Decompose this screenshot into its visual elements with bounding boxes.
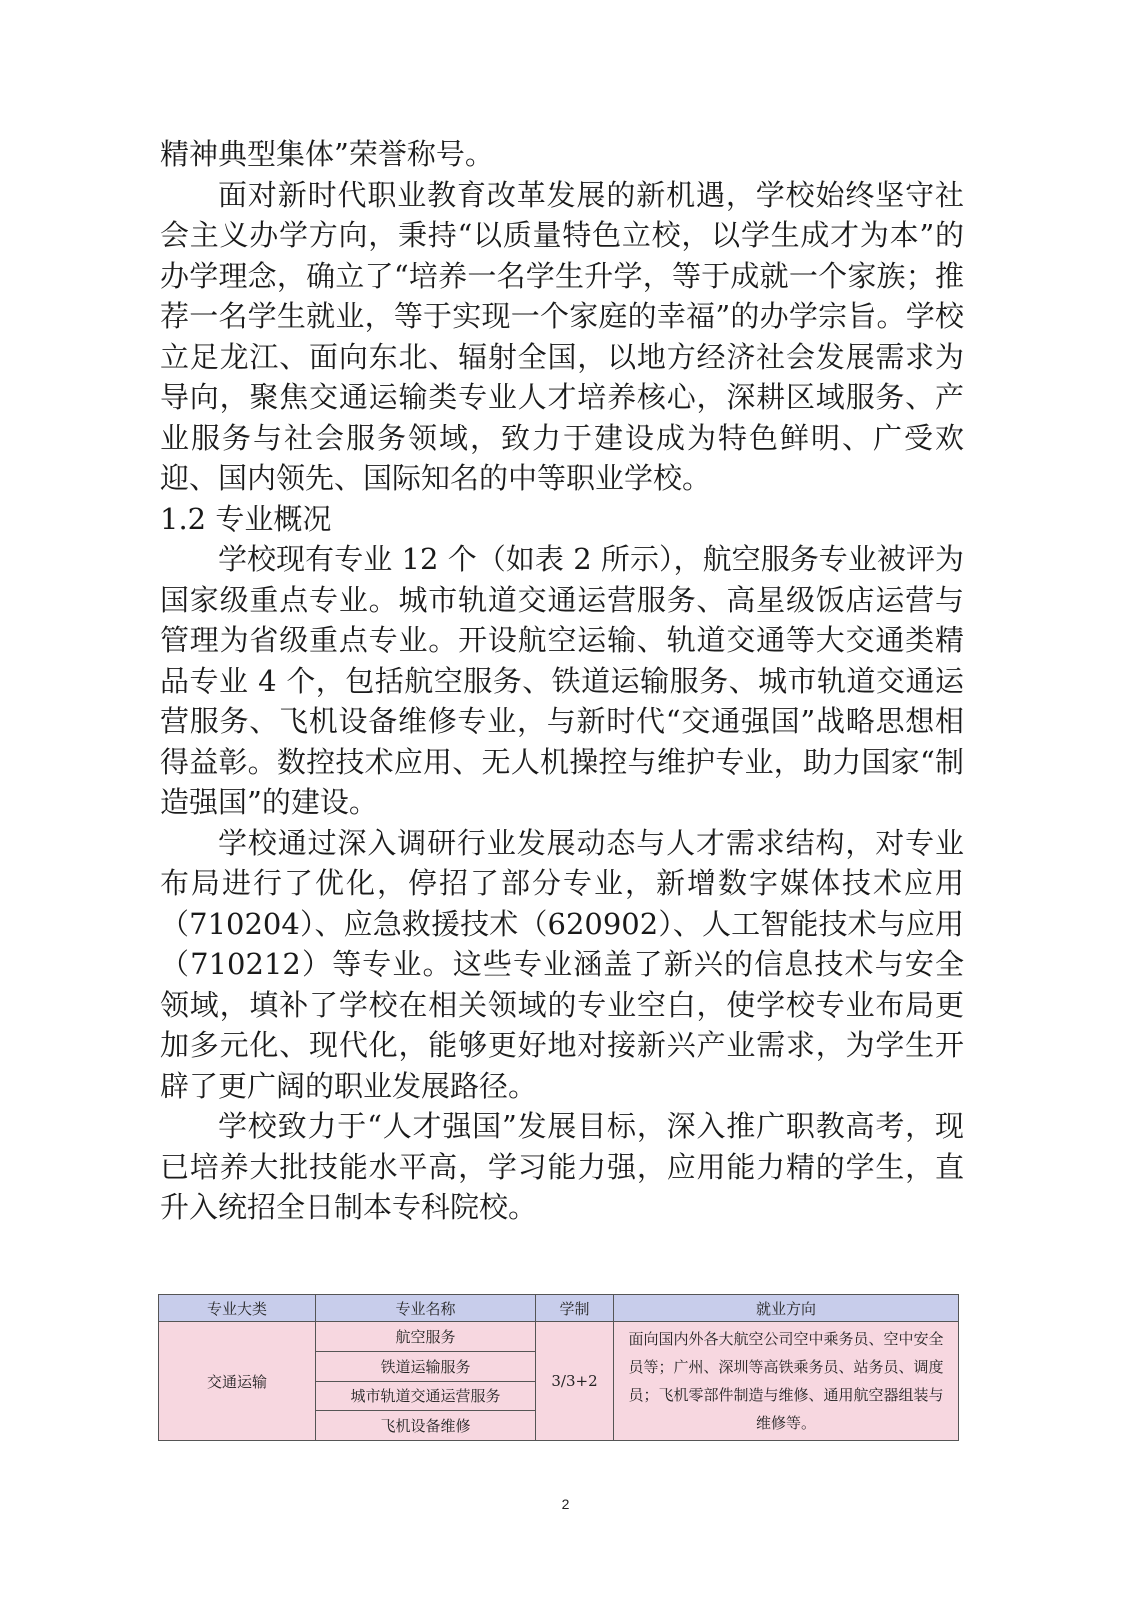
cell-duration: 3/3+2 — [536, 1322, 614, 1441]
table-row — [159, 1322, 959, 1352]
paragraph-majors-optimization: 学校通过深入调研行业发展动态与人才需求结构，对专业布局进行了优化，停招了部分专业，新增数字媒体技术应用（710204）、应急救援技术（620902）、人工智能技术与应用（710212）等专业。这些专业涵盖了新兴的信息技术与安全领域，填补了学校在相关领域的专业空白，使学校专业布局更加多元化、现代化，能够更好地对接新兴产业需求，为学生开辟了更广阔的职业发展路径。 — [160, 825, 964, 1103]
header-duration: 学制 — [536, 1295, 614, 1322]
body-text — [160, 134, 964, 1228]
paragraph-continuation: 精神典型集体”荣誉称号。 — [160, 137, 494, 171]
page-number: 2 — [561, 1496, 570, 1512]
header-employment-direction: 就业方向 — [614, 1295, 959, 1322]
cell-major: 铁道运输服务 — [316, 1351, 536, 1381]
table-header-row — [159, 1295, 959, 1322]
header-category: 专业大类 — [159, 1295, 316, 1322]
cell-major: 航空服务 — [316, 1322, 536, 1352]
section-heading: 1.2 专业概况 — [160, 501, 332, 536]
cell-major: 飞机设备维修 — [316, 1411, 536, 1441]
cell-direction: 面向国内外各大航空公司空中乘务员、空中安全员等；广州、深圳等高铁乘务员、站务员、调度员；飞机零部件制造与维修、通用航空器组装与维修等。 — [614, 1322, 959, 1441]
majors-table — [158, 1294, 959, 1441]
header-major-name: 专业名称 — [316, 1295, 536, 1322]
paragraph-talent-goal: 学校致力于“人才强国”发展目标，深入推广职教高考，现已培养大批技能水平高，学习能力强，应用能力精的学生，直升入统招全日制本专科院校。 — [160, 1109, 964, 1224]
cell-category: 交通运输 — [159, 1322, 316, 1441]
paragraph-school-mission: 面对新时代职业教育改革发展的新机遇，学校始终坚守社会主义办学方向，秉持“以质量特色立校，以学生成才为本”的办学理念，确立了“培养一名学生升学，等于成就一个家族；推荐一名学生就业，等于实现一个家庭的幸福”的办学宗旨。学校立足龙江、面向东北、辐射全国，以地方经济社会发展需求为导向，聚焦交通运输类专业人才培养核心，深耕区域服务、产业服务与社会服务领域，致力于建设成为特色鲜明、广受欢迎、国内领先、国际知名的中等职业学校。 — [160, 177, 964, 495]
paragraph-majors-overview: 学校现有专业 12 个（如表 2 所示），航空服务专业被评为国家级重点专业。城市轨道交通运营服务、高星级饭店运营与管理为省级重点专业。开设航空运输、轨道交通等大交通类精品专业 4 个，包括航空服务、铁道运输服务、城市轨道交通运营服务、飞机设备维修专业，与新时代“交通强国”战略思想相得益彰。数控技术应用、无人机操控与维护专业，助力国家“制造强国”的建设。 — [160, 542, 964, 819]
cell-major: 城市轨道交通运营服务 — [316, 1381, 536, 1411]
